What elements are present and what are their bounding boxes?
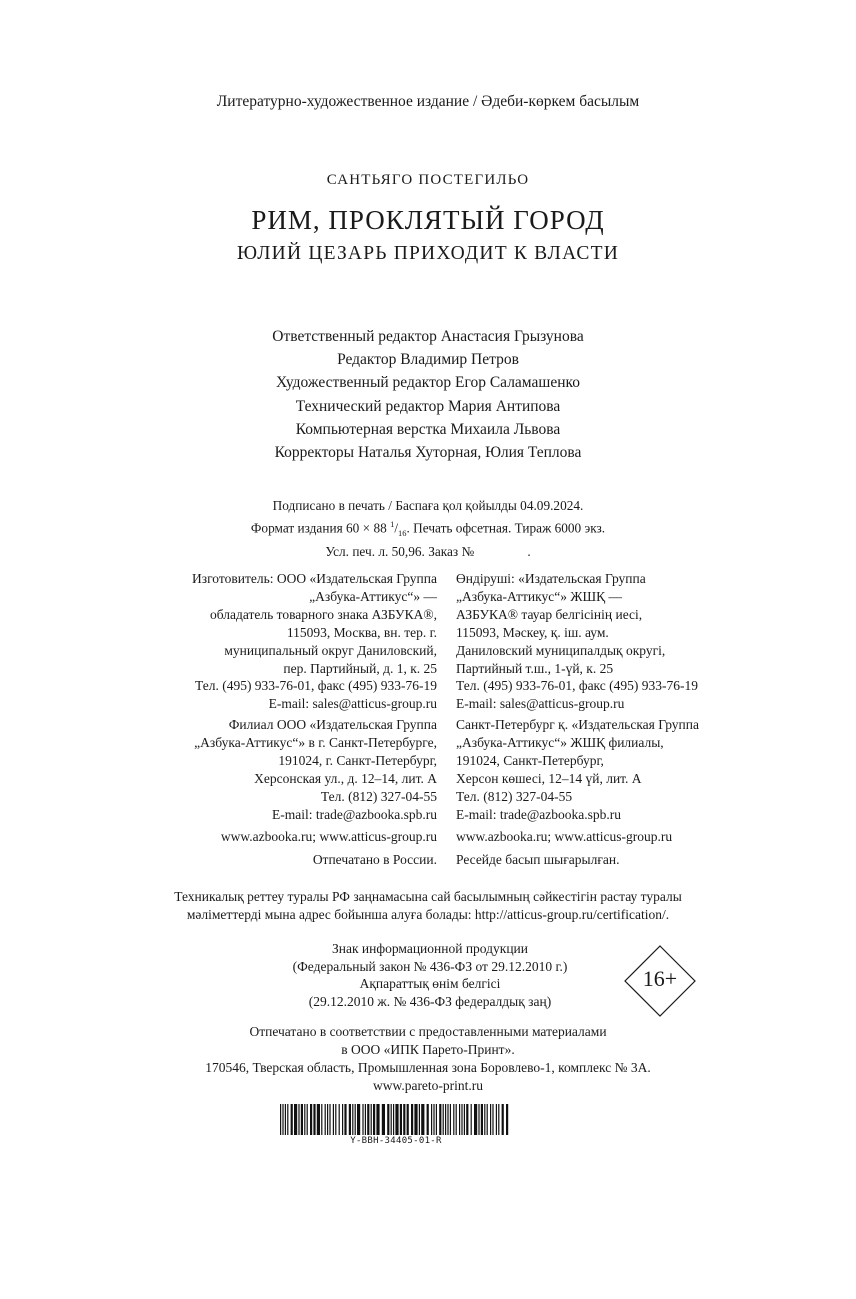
left-line: Тел. (495) 933-76-01, факс (495) 933-76-19 [194,678,437,694]
right-branch [456,716,756,823]
barcode-bar [395,1104,398,1135]
info-sign-line: (Федеральный закон № 436-ФЗ от 29.12.2010 г.) [292,958,568,974]
format-text-end: . Печать офсетная. Тираж 6000 экз. [406,520,606,536]
barcode-bar [456,1104,457,1135]
barcode-bar [490,1104,491,1135]
barcode-bar [447,1104,448,1135]
barcode-bar [433,1104,434,1135]
credits-block [0,325,856,464]
barcode-bar [310,1104,312,1135]
print-signed-line: Подписано в печать / Баспаға қол қойылды 04.09.2024. [272,498,584,513]
printer-line: www.pareto-print.ru [372,1078,484,1093]
left-line: Тел. (812) 327-04-55 [320,788,437,804]
barcode-bar [391,1104,392,1135]
barcode-bar [474,1104,477,1135]
credit-line: Компьютерная верстка Михаила Львова [295,420,561,438]
barcode-text: Y-BBH-34405-01-R [350,1136,442,1146]
right-line: Херсон көшесі, 12–14 үй, лит. А [456,770,642,786]
barcode-bar [502,1104,504,1135]
right-line: АЗБУКА® тауар белгісінің иесі, [456,606,643,622]
book-title: РИМ, ПРОКЛЯТЫЙ ГОРОД [251,205,605,235]
right-line: E-mail: sales@atticus-group.ru [456,696,625,712]
left-line: муниципальный округ Даниловский, [224,642,437,658]
barcode-bar [373,1104,375,1135]
info-sign-line: Знак информационной продукции [331,941,529,956]
right-line: Санкт-Петербург қ. «Издательская Группа [456,717,699,732]
barcode-bar [459,1104,460,1135]
format-text: Формат издания 60 × 88 [250,520,391,536]
barcode-bar [496,1104,497,1135]
left-line: обладатель товарного знака АЗБУКА®, [209,606,437,622]
barcode-bar [294,1104,297,1135]
barcode-bar [453,1104,454,1135]
right-line: Өндіруші: «Издательская Группа [456,571,646,586]
barcode-bar [282,1104,283,1135]
barcode-bar [443,1104,444,1135]
barcode-bar [445,1104,446,1135]
barcode-bar [342,1104,343,1135]
left-manufacturer [130,570,437,713]
barcode-icon [280,1104,512,1135]
left-line: 115093, Москва, вн. тер. г. [286,624,437,640]
barcode-bar [307,1104,308,1135]
print-sheets-line: Усл. печ. л. 50,96. Заказ № . [325,543,531,559]
print-info [0,497,856,561]
right-web: www.azbooka.ru; www.atticus-group.ru [456,829,673,844]
credit-line: Технический редактор Мария Антипова [295,397,561,415]
printer-line: в ООО «ИПК Парето-Принт». [341,1042,515,1057]
barcode-bar [400,1104,402,1135]
printer-line: Отпечатано в соответствии с предоставленными материалами [249,1024,607,1039]
left-line: „Азбука-Аттикус“» — [309,588,437,604]
left-printed: Отпечатано в России. [312,852,437,867]
barcode-bar [450,1104,451,1135]
barcode-bar [436,1104,437,1135]
barcode-bar [478,1104,479,1135]
barcode-bar [287,1104,288,1135]
certification-line: Техникалық реттеу туралы РФ заңнамасына сай басылымның сәйкестігін растау туралы [174,889,682,904]
barcode-bar [365,1104,366,1135]
right-manufacturer [456,570,756,713]
barcode-bar [407,1104,409,1135]
barcode-bar [376,1104,379,1135]
left-web: www.azbooka.ru; www.atticus-group.ru [220,829,437,844]
certification-note [0,888,856,924]
barcode-bar [371,1104,372,1135]
edition-line: Литературно-художественное издание / Әдеби-көркем басылым [216,93,640,110]
print-format-line [0,515,856,542]
format-fraction-numerator: 1 [390,519,395,530]
barcode-bar [327,1104,328,1135]
barcode-bar [321,1104,322,1135]
barcode-bar [481,1104,483,1135]
barcode-bar [313,1104,315,1135]
left-line: Херсонская ул., д. 12–14, лит. А [254,770,437,786]
barcode-bar [431,1104,432,1135]
right-line: E-mail: trade@azbooka.spb.ru [456,806,621,822]
right-printed: Ресейде басып шығарылған. [456,852,620,867]
barcode-bar [506,1104,508,1135]
left-line: „Азбука-Аттикус“» в г. Санкт-Петербурге, [194,734,437,750]
barcode-bar [414,1104,417,1135]
barcode-bar [393,1104,394,1135]
barcode-bar [421,1104,424,1135]
barcode-bar [285,1104,286,1135]
left-line: E-mail: sales@atticus-group.ru [268,696,437,712]
barcode-bar [382,1104,385,1135]
right-line: 191024, Санкт-Петербург, [456,752,604,768]
printer-line: 170546, Тверская область, Промышленная зона Боровлево-1, комплекс № 3А. [205,1060,651,1075]
barcode-bar [484,1104,485,1135]
barcode-bar [498,1104,499,1135]
credit-line: Корректоры Наталья Хуторная, Юлия Теплова [274,444,582,462]
barcode-bar [464,1104,465,1135]
barcode-bar [333,1104,334,1135]
barcode-bar [427,1104,429,1135]
barcode-bar [352,1104,353,1135]
barcode-bar [461,1104,462,1135]
barcode-bar [325,1104,326,1135]
printer-info [0,1023,856,1095]
barcode-bar [298,1104,299,1135]
left-line: E-mail: trade@azbooka.spb.ru [272,806,437,822]
barcode-bar [301,1104,303,1135]
barcode-bar [280,1104,281,1135]
barcode-bar [471,1104,472,1135]
format-fraction-separator: / [394,520,399,536]
barcode-bar [492,1104,493,1135]
right-line: Тел. (495) 933-76-01, факс (495) 933-76-19 [456,678,699,694]
left-line: Изготовитель: ООО «Издательская Группа [192,571,437,586]
left-line: пер. Партийный, д. 1, к. 25 [283,660,437,676]
barcode-bar [439,1104,441,1135]
barcode-bar [344,1104,346,1135]
barcode-bar [349,1104,351,1135]
right-line: „Азбука-Аттикус“» ЖШҚ — [456,588,622,604]
credit-line: Художественный редактор Егор Саламашенко [276,374,580,392]
left-line: Филиал ООО «Издательская Группа [228,717,437,732]
barcode-bar [419,1104,420,1135]
credit-line: Ответственный редактор Анастасия Грызунова [272,328,584,345]
barcode-bar [362,1104,363,1135]
right-line: Даниловский муниципалдық округі, [456,642,666,658]
barcode-bar [355,1104,356,1135]
barcode-bar [411,1104,413,1135]
right-line: 115093, Мәскеу, қ. іш. аум. [456,624,609,640]
barcode-bar [387,1104,389,1135]
book-subtitle: ЮЛИЙ ЦЕЗАРЬ ПРИХОДИТ К ВЛАСТИ [236,243,619,264]
barcode-bar [357,1104,360,1135]
barcode-bar [329,1104,330,1135]
barcode-bar [367,1104,369,1135]
barcode-bar [466,1104,468,1135]
barcode-bar [335,1104,336,1135]
age-rating: 16+ [642,966,678,991]
format-fraction-denominator: 16 [398,528,407,539]
info-sign-text [260,940,600,1010]
certification-line: мәліметтерді мына адрес бойынша алуға болады: http://atticus-group.ru/certification/. [186,907,670,922]
barcode-bar [339,1104,340,1135]
barcode-bar [403,1104,405,1135]
info-sign-line: (29.12.2010 ж. № 436-ФЗ федералдық заң) [308,993,552,1009]
right-line: „Азбука-Аттикус“» ЖШҚ филиалы, [456,734,664,750]
right-line: Тел. (812) 327-04-55 [456,788,573,804]
right-line: Партийный т.ш., 1-үй, к. 25 [456,660,614,676]
credit-line: Редактор Владимир Петров [337,351,519,369]
author-name: САНТЬЯГО ПОСТЕГИЛЬО [326,172,530,188]
left-line: 191024, г. Санкт-Петербург, [278,752,437,768]
left-branch [130,716,437,823]
info-sign-line: Ақпараттық өнім белгісі [359,976,501,992]
barcode-bar [291,1104,293,1135]
barcode-bar [317,1104,320,1135]
barcode-bar [304,1104,305,1135]
barcode-bar [487,1104,488,1135]
